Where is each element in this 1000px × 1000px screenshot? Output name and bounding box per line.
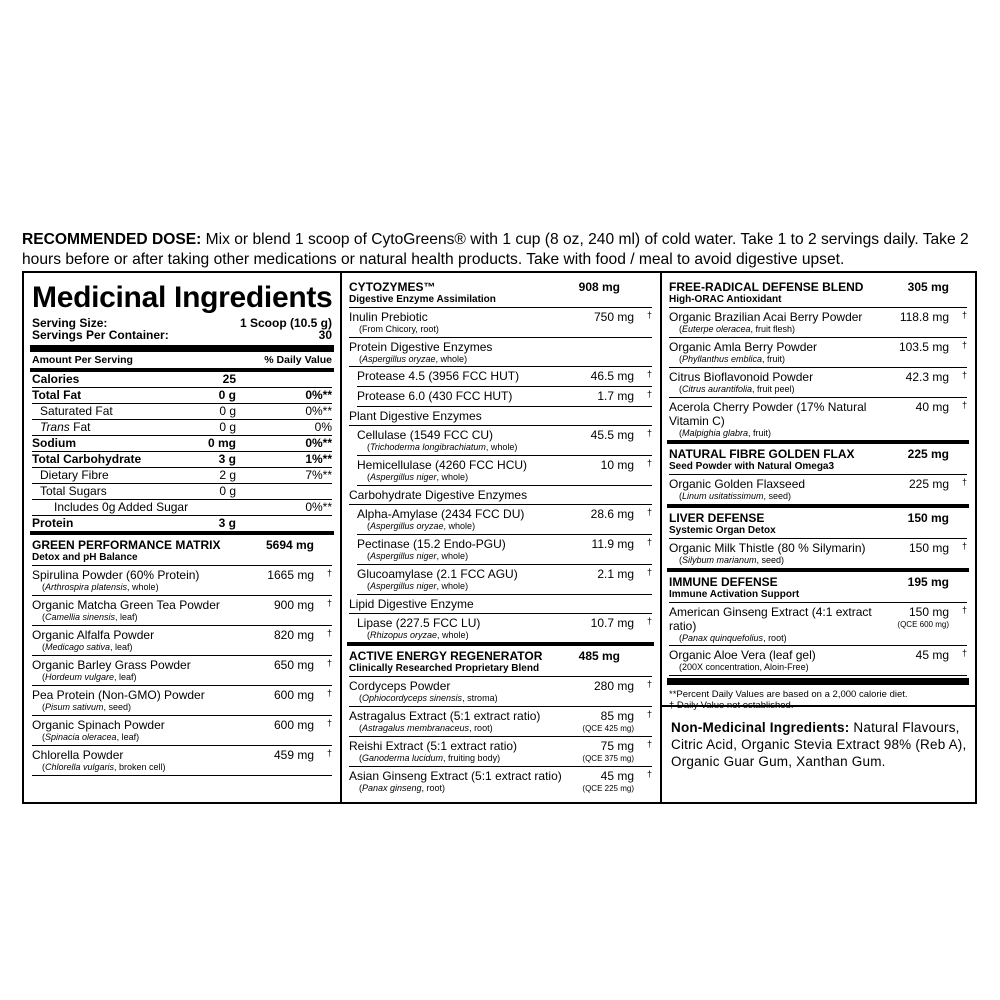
dagger-mark: †: [326, 688, 332, 698]
ingredient-part: , fruit peel): [752, 384, 795, 394]
ingredient-amount: 225 mg: [908, 477, 949, 491]
ingredient-source: (Citrus aurantifolia, fruit peel): [679, 384, 795, 394]
ingredient-source: (Aspergillus niger, whole): [367, 581, 469, 591]
matrix-amount: 5694 mg: [265, 538, 314, 552]
matrix-title: GREEN PERFORMANCE MATRIX: [32, 538, 221, 552]
ingredient-part: , seed): [763, 491, 792, 501]
nutrition-table: [24, 372, 340, 532]
ingredient-row: [669, 603, 967, 646]
dagger-mark: †: [646, 369, 652, 379]
nutrient-name: Total Fat: [32, 388, 82, 402]
ingredient-name: Organic Barley Grass Powder: [32, 658, 191, 672]
ingredient-source: (Hordeum vulgare, leaf): [42, 672, 137, 682]
ingredient-latin-name: Euterpe oleracea: [682, 324, 751, 334]
nutrition-row: [32, 436, 332, 452]
ingredient-name: Pectinase (15.2 Endo-PGU): [357, 537, 506, 551]
ingredient-amount: 2.1 mg: [597, 567, 634, 581]
nutrient-name: Dietary Fibre: [40, 468, 109, 482]
ingredient-qce: (QCE 600 mg): [897, 620, 949, 629]
ingredient-row: [349, 707, 652, 737]
nutrition-row: [32, 484, 332, 500]
ingredient-amount: 40 mg: [915, 400, 949, 414]
non-medicinal-text: Natural Flavours, Citric Acid, Organic Stevia Extract 98% (Reb A), Organic Guar Gum, Xanthan Gum.: [671, 720, 967, 769]
ingredient-latin-name: Aspergillus niger: [370, 581, 437, 591]
nutrient-amount: 25: [222, 372, 236, 386]
ingredient-row: [349, 767, 652, 797]
ingredient-name: Protease 4.5 (3956 FCC HUT): [357, 369, 520, 383]
ingredient-name: Cordyceps Powder: [349, 679, 451, 693]
cytozymes-subtitle: Digestive Enzyme Assimilation: [349, 294, 652, 308]
nutrition-row: [32, 388, 332, 404]
ingredient-name: Cellulase (1549 FCC CU): [357, 428, 494, 442]
ingredient-source: (Silybum marianum, seed): [679, 555, 785, 565]
liver-header: [669, 508, 967, 525]
ingredient-name: Organic Alfalfa Powder: [32, 628, 155, 642]
ingredient-row: [32, 746, 332, 776]
ingredient-part: , leaf): [110, 642, 133, 652]
serving-size-value: 1 Scoop (10.5 g): [239, 316, 332, 330]
dagger-mark: †: [326, 748, 332, 758]
ingredient-name: Citrus Bioflavonoid Powder: [669, 370, 814, 384]
ingredient-row: [357, 456, 652, 486]
nutrition-header: [32, 354, 332, 366]
nutrient-amount: 2 g: [219, 468, 236, 482]
nutrient-daily-value: 7%**: [305, 468, 332, 482]
nutrient-amount: 3 g: [218, 516, 236, 530]
ingredient-latin-name: Aspergillus niger: [370, 472, 437, 482]
ingredient-latin-name: Medicago sativa: [45, 642, 111, 652]
ingredient-row: [357, 565, 652, 595]
ingredient-source: (Linum usitatissimum, seed): [679, 491, 792, 501]
ingredient-part: , seed): [756, 555, 785, 565]
ingredient-amount: 45 mg: [600, 769, 634, 783]
ingredient-row: [357, 426, 652, 456]
ingredient-latin-name: Ganoderma lucidum: [362, 753, 444, 763]
divider: [667, 678, 969, 685]
ingredient-name: Chlorella Powder: [32, 748, 124, 762]
nutrient-daily-value: 1%**: [305, 452, 332, 466]
ingredient-part: , broken cell): [114, 762, 166, 772]
ingredient-latin-name: Citrus aurantifolia: [682, 384, 753, 394]
ingredient-amount: 150 mg: [908, 605, 949, 619]
ingredient-name: Organic Matcha Green Tea Powder: [32, 598, 220, 612]
ingredient-row: [357, 387, 652, 407]
dagger-mark: †: [961, 541, 967, 551]
group-heading: Plant Digestive Enzymes: [349, 407, 652, 426]
dagger-mark: †: [961, 477, 967, 487]
cytozymes-title: CYTOZYMES™: [349, 280, 436, 294]
ingredient-latin-name: Phyllanthus emblica: [682, 354, 763, 364]
ingredient-latin-name: Panax ginseng: [362, 783, 422, 793]
serving-size-label: Serving Size:: [32, 316, 108, 330]
ingredient-source: (Astragalus membranaceus, root): [359, 723, 493, 733]
ingredient-qce: (QCE 375 mg): [582, 754, 634, 763]
ingredient-name: Asian Ginseng Extract (5:1 extract ratio): [349, 769, 562, 783]
nutrient-daily-value: 0%**: [305, 404, 332, 418]
ingredient-name: American Ginseng Extract (4:1 extract ratio): [669, 605, 872, 633]
flax-header: [669, 444, 967, 461]
ingredient-amount: 1.7 mg: [597, 389, 634, 403]
ingredient-part: , whole): [485, 442, 518, 452]
ingredient-source: (Pisum sativum, seed): [42, 702, 132, 712]
nutrient-name: Includes 0g Added Sugar: [54, 500, 189, 514]
ingredient-name: Organic Amla Berry Powder: [669, 340, 818, 354]
ingredient-row: [669, 646, 967, 676]
liver-list: [661, 539, 975, 569]
energy-list: [341, 677, 660, 797]
dagger-mark: †: [326, 598, 332, 608]
ingredient-latin-name: Spinacia oleracea: [45, 732, 117, 742]
footnotes: [669, 689, 967, 711]
ingredient-row: [32, 656, 332, 686]
ingredient-part: , whole): [435, 354, 468, 364]
ingredient-amount: 103.5 mg: [898, 340, 949, 354]
ingredient-source: (Panax quinquefolius, root): [679, 633, 787, 643]
ingredient-source: (Ophiocordyceps sinensis, stroma): [359, 693, 498, 703]
flax-title: NATURAL FIBRE GOLDEN FLAX: [669, 447, 855, 461]
ingredient-name: Inulin Prebiotic: [349, 310, 428, 324]
immune-title: IMMUNE DEFENSE: [669, 575, 778, 589]
ingredient-source: (Rhizopus oryzae, whole): [367, 630, 469, 640]
nutrient-name: Calories: [32, 372, 80, 386]
ingredient-row: [357, 505, 652, 535]
ingredient-part: , whole): [436, 472, 469, 482]
ingredient-amount: 820 mg: [273, 628, 314, 642]
ingredient-name: Astragalus Extract (5:1 extract ratio): [349, 709, 541, 723]
ingredient-source: (Aspergillus niger, whole): [367, 472, 469, 482]
nutrition-row: [32, 420, 332, 436]
free-radical-title: FREE-RADICAL DEFENSE BLEND: [669, 280, 864, 294]
dagger-mark: †: [646, 458, 652, 468]
dagger-mark: †: [961, 400, 967, 410]
ingredient-name: Alpha-Amylase (2434 FCC DU): [357, 507, 525, 521]
nutrient-daily-value: [236, 484, 332, 499]
flax-list: [661, 475, 975, 505]
immune-header: [669, 572, 967, 589]
ingredient-name: Organic Spinach Powder: [32, 718, 165, 732]
ingredient-row: [669, 338, 967, 368]
ingredient-row: [669, 475, 967, 505]
footnote-daily-values: **Percent Daily Values are based on a 2,000 calorie diet.: [669, 689, 908, 700]
ingredient-source: (Malpighia glabra, fruit): [679, 428, 772, 438]
ingredient-amount: 118.8 mg: [899, 310, 949, 324]
ingredient-source: (Ganoderma lucidum, fruiting body): [359, 753, 501, 763]
ingredient-source: (Camellia sinensis, leaf): [42, 612, 138, 622]
ingredient-part: , fruit): [748, 428, 772, 438]
nutrient-amount: 3 g: [218, 452, 236, 466]
cytozymes-header: [349, 273, 652, 294]
ingredient-name: Lipase (227.5 FCC LU): [357, 616, 481, 630]
dagger-mark: †: [646, 310, 652, 320]
dose-text: Mix or blend 1 scoop of CytoGreens® with 1 cup (8 oz, 240 ml) of cold water. Take 1 to 2 servings daily. Take 2 hours before or after taking other medications or natural health products. Take with food / meal to avoid digestive upset.: [22, 231, 969, 268]
nutrient-name: Total Carbohydrate: [32, 452, 142, 466]
energy-amount: 485 mg: [578, 649, 620, 663]
ingredient-part: , seed): [103, 702, 132, 712]
matrix-list: [24, 566, 340, 776]
ingredient-row: [357, 614, 652, 643]
ingredient-amount: 600 mg: [273, 718, 314, 732]
dagger-mark: †: [646, 428, 652, 438]
nutrient-daily-value: [236, 372, 332, 387]
dagger-mark: †: [646, 616, 652, 626]
ingredient-part: , leaf): [115, 612, 138, 622]
ingredient-latin-name: Pisum sativum: [45, 702, 104, 712]
matrix-subtitle: Detox and pH Balance: [32, 552, 332, 566]
ingredient-name: Organic Brazilian Acai Berry Powder: [669, 310, 863, 324]
ingredient-name: Acerola Cherry Powder (17% Natural Vitamin C): [669, 400, 867, 428]
ingredient-amount: 85 mg: [600, 709, 634, 723]
liver-subtitle: Systemic Organ Detox: [669, 525, 967, 539]
group-heading-text: Protein Digestive Enzymes: [349, 340, 493, 354]
daily-value-label: % Daily Value: [264, 354, 332, 366]
ingredient-name: Glucoamylase (2.1 FCC AGU): [357, 567, 518, 581]
ingredient-latin-name: Trichoderma longibrachiatum: [370, 442, 486, 452]
ingredient-part: , leaf): [116, 732, 140, 742]
flax-amount: 225 mg: [907, 447, 949, 461]
liver-title: LIVER DEFENSE: [669, 511, 765, 525]
ingredient-latin-name: Astragalus membranaceus: [362, 723, 470, 733]
free-radical-amount: 305 mg: [907, 280, 949, 294]
ingredient-part: , fruiting body): [443, 753, 501, 763]
cytozymes-amount: 908 mg: [578, 280, 620, 294]
nutrient-daily-value: [236, 516, 332, 531]
ingredient-latin-name: Camellia sinensis: [45, 612, 116, 622]
ingredient-latin-name: Arthrospira platensis: [45, 582, 128, 592]
ingredient-source: (200X concentration, Aloin-Free): [679, 662, 809, 672]
flax-subtitle: Seed Powder with Natural Omega3: [669, 461, 967, 475]
servings-label: Servings Per Container:: [32, 328, 169, 342]
ingredient-source: (From Chicory, root): [359, 324, 439, 334]
ingredient-row: [32, 626, 332, 656]
ingredient-amount: 11.9 mg: [591, 537, 634, 551]
free-radical-header: [669, 273, 967, 294]
ingredient-part: , fruit flesh): [750, 324, 796, 334]
cytozymes-panel: [341, 271, 662, 804]
ingredient-part: , root): [469, 723, 493, 733]
immune-subtitle: Immune Activation Support: [669, 589, 967, 603]
nutrition-row: [32, 516, 332, 532]
ingredient-row: [669, 308, 967, 338]
immune-amount: 195 mg: [907, 575, 949, 589]
nutrient-name: Saturated Fat: [40, 404, 113, 418]
dagger-mark: †: [961, 370, 967, 380]
ingredient-row: [669, 398, 967, 441]
nutrient-amount: 0 mg: [207, 436, 236, 450]
ingredient-amount: 150 mg: [908, 541, 949, 555]
ingredient-source: (Spinacia oleracea, leaf): [42, 732, 140, 742]
ingredient-latin-name: Linum usitatissimum: [682, 491, 764, 501]
nutrient-daily-value: 0%**: [305, 436, 332, 450]
ingredient-source: (Aspergillus oryzae, whole): [367, 521, 476, 531]
free-radical-list: [661, 308, 975, 441]
dagger-mark: †: [646, 709, 652, 719]
ingredient-part: , whole): [437, 630, 469, 640]
ingredient-amount: 28.6 mg: [590, 507, 634, 521]
ingredient-row: [32, 596, 332, 626]
nutrient-name: Trans Fat: [40, 420, 91, 434]
ingredient-part: , fruit): [762, 354, 786, 364]
ingredient-amount: 1665 mg: [267, 568, 314, 582]
amount-per-serving-label: Amount Per Serving: [32, 354, 133, 366]
energy-header: [349, 646, 652, 663]
ingredient-name: Organic Aloe Vera (leaf gel): [669, 648, 816, 662]
nutrient-name: Protein: [32, 516, 74, 530]
ingredient-part: , leaf): [114, 672, 137, 682]
nutrient-daily-value: 0%**: [305, 388, 332, 402]
ingredient-latin-name: Rhizopus oryzae: [370, 630, 438, 640]
ingredient-amount: 45.5 mg: [590, 428, 634, 442]
ingredient-source: (Chlorella vulgaris, broken cell): [42, 762, 166, 772]
ingredient-amount: 280 mg: [593, 679, 634, 693]
dagger-mark: †: [326, 718, 332, 728]
dagger-mark: †: [646, 739, 652, 749]
nutrient-amount: 0 g: [219, 404, 236, 418]
dagger-mark: †: [646, 507, 652, 517]
dagger-mark: †: [646, 567, 652, 577]
ingredient-name: Organic Golden Flaxseed: [669, 477, 806, 491]
ingredient-amount: 600 mg: [273, 688, 314, 702]
footnote-dagger: † Daily Value not established.: [669, 700, 794, 711]
nutrition-row: [32, 500, 332, 516]
defense-panel: [661, 271, 977, 804]
nutrition-row: [32, 452, 332, 468]
ingredient-name: Reishi Extract (5:1 extract ratio): [349, 739, 518, 753]
ingredient-part: , whole): [127, 582, 159, 592]
ingredient-name: Hemicellulase (4260 FCC HCU): [357, 458, 528, 472]
ingredient-source: (Medicago sativa, leaf): [42, 642, 133, 652]
dagger-mark: †: [646, 389, 652, 399]
nutrient-name: Total Sugars: [40, 484, 107, 498]
ingredient-amount: 42.3 mg: [905, 370, 949, 384]
ingredient-name: Protease 6.0 (430 FCC HUT): [357, 389, 513, 403]
dagger-mark: †: [646, 769, 652, 779]
ingredient-row: [32, 686, 332, 716]
dagger-mark: †: [646, 679, 652, 689]
ingredient-latin-name: Panax quinquefolius: [682, 633, 764, 643]
medicinal-ingredients-panel: [22, 271, 342, 804]
ingredient-source: (Aspergillus niger, whole): [367, 551, 469, 561]
ingredient-amount: 75 mg: [600, 739, 634, 753]
immune-list: [661, 603, 975, 676]
nutrient-name: Sodium: [32, 436, 76, 450]
ingredient-row: [669, 368, 967, 398]
ingredient-source: (Trichoderma longibrachiatum, whole): [367, 442, 518, 452]
divider: [661, 705, 975, 707]
ingredient-row: [32, 566, 332, 596]
ingredient-name: Organic Milk Thistle (80 % Silymarin): [669, 541, 866, 555]
dagger-mark: †: [326, 628, 332, 638]
dagger-mark: †: [326, 658, 332, 668]
ingredient-amount: 650 mg: [273, 658, 314, 672]
ingredient-qce: (QCE 225 mg): [582, 784, 634, 793]
ingredient-amount: 750 mg: [593, 310, 634, 324]
ingredient-part: , root): [421, 783, 446, 793]
energy-title: ACTIVE ENERGY REGENERATOR: [349, 649, 543, 663]
panel-title: Medicinal Ingredients: [32, 281, 333, 314]
nutrient-amount: 0 g: [219, 420, 236, 434]
dagger-mark: †: [961, 310, 967, 320]
nutrient-name-italic: Trans: [40, 420, 70, 434]
non-medicinal-label: Non-Medicinal Ingredients:: [671, 720, 850, 735]
ingredient-part: , stroma): [462, 693, 498, 703]
ingredient-source: (Panax ginseng, root): [359, 783, 446, 793]
ingredient-latin-name: Malpighia glabra: [682, 428, 749, 438]
group-heading: Carbohydrate Digestive Enzymes: [349, 486, 652, 505]
ingredient-source: (Aspergillus oryzae, whole): [359, 354, 468, 364]
ingredient-part: , whole): [436, 581, 469, 591]
nutrition-row: [32, 468, 332, 484]
divider: [30, 345, 334, 352]
ingredient-source: (Arthrospira platensis, whole): [42, 582, 159, 592]
ingredient-amount: 459 mg: [273, 748, 314, 762]
cytozymes-list: [341, 308, 660, 643]
ingredient-row: [349, 737, 652, 767]
dose-label: RECOMMENDED DOSE:: [22, 231, 202, 248]
dagger-mark: †: [646, 537, 652, 547]
matrix-header: [32, 535, 332, 552]
ingredient-amount: 45 mg: [915, 648, 949, 662]
nutrient-amount: 0 g: [218, 388, 236, 402]
ingredient-row: [357, 367, 652, 387]
ingredient-latin-name: Aspergillus niger: [370, 551, 437, 561]
ingredient-source: (Euterpe oleracea, fruit flesh): [679, 324, 796, 334]
ingredient-latin-name: Silybum marianum: [682, 555, 757, 565]
non-medicinal-ingredients: [671, 719, 967, 770]
ingredient-amount: 900 mg: [273, 598, 314, 612]
dagger-mark: †: [961, 340, 967, 350]
group-heading: Lipid Digestive Enzyme: [349, 595, 652, 614]
nutrition-row: [32, 372, 332, 388]
ingredient-qce: (QCE 425 mg): [582, 724, 634, 733]
servings-per-container-row: [32, 329, 332, 341]
ingredient-latin-name: Ophiocordyceps sinensis: [362, 693, 463, 703]
energy-subtitle: Clinically Researched Proprietary Blend: [349, 663, 652, 677]
dagger-mark: †: [326, 568, 332, 578]
dagger-mark: †: [961, 605, 967, 615]
ingredient-part: , whole): [443, 521, 476, 531]
group-heading: [349, 338, 652, 367]
ingredient-latin-name: Aspergillus oryzae: [370, 521, 444, 531]
nutrient-daily-value: 0%: [314, 420, 332, 434]
ingredient-latin-name: Aspergillus oryzae: [362, 354, 436, 364]
ingredient-row: [669, 539, 967, 569]
ingredient-amount: 10.7 mg: [590, 616, 634, 630]
liver-amount: 150 mg: [907, 511, 949, 525]
servings-value: 30: [318, 328, 332, 342]
ingredient-amount: 46.5 mg: [590, 369, 634, 383]
ingredient-source: (Phyllanthus emblica, fruit): [679, 354, 786, 364]
ingredient-name: Pea Protein (Non-GMO) Powder: [32, 688, 205, 702]
ingredient-row: [349, 677, 652, 707]
ingredient-latin-name: Chlorella vulgaris: [45, 762, 115, 772]
ingredient-name: Spirulina Powder (60% Protein): [32, 568, 200, 582]
ingredient-row: [349, 308, 652, 338]
ingredient-row: [357, 535, 652, 565]
nutrition-row: [32, 404, 332, 420]
recommended-dose: [22, 230, 982, 270]
dagger-mark: †: [961, 648, 967, 658]
nutrient-amount: 0 g: [219, 484, 236, 498]
ingredient-part: , whole): [436, 551, 469, 561]
free-radical-subtitle: High-ORAC Antioxidant: [669, 294, 967, 308]
ingredient-part: , root): [763, 633, 787, 643]
nutrient-daily-value: 0%**: [305, 500, 332, 514]
ingredient-row: [32, 716, 332, 746]
ingredient-latin-name: Hordeum vulgare: [45, 672, 115, 682]
ingredient-amount: 10 mg: [600, 458, 634, 472]
nutrient-amount: [196, 500, 236, 515]
